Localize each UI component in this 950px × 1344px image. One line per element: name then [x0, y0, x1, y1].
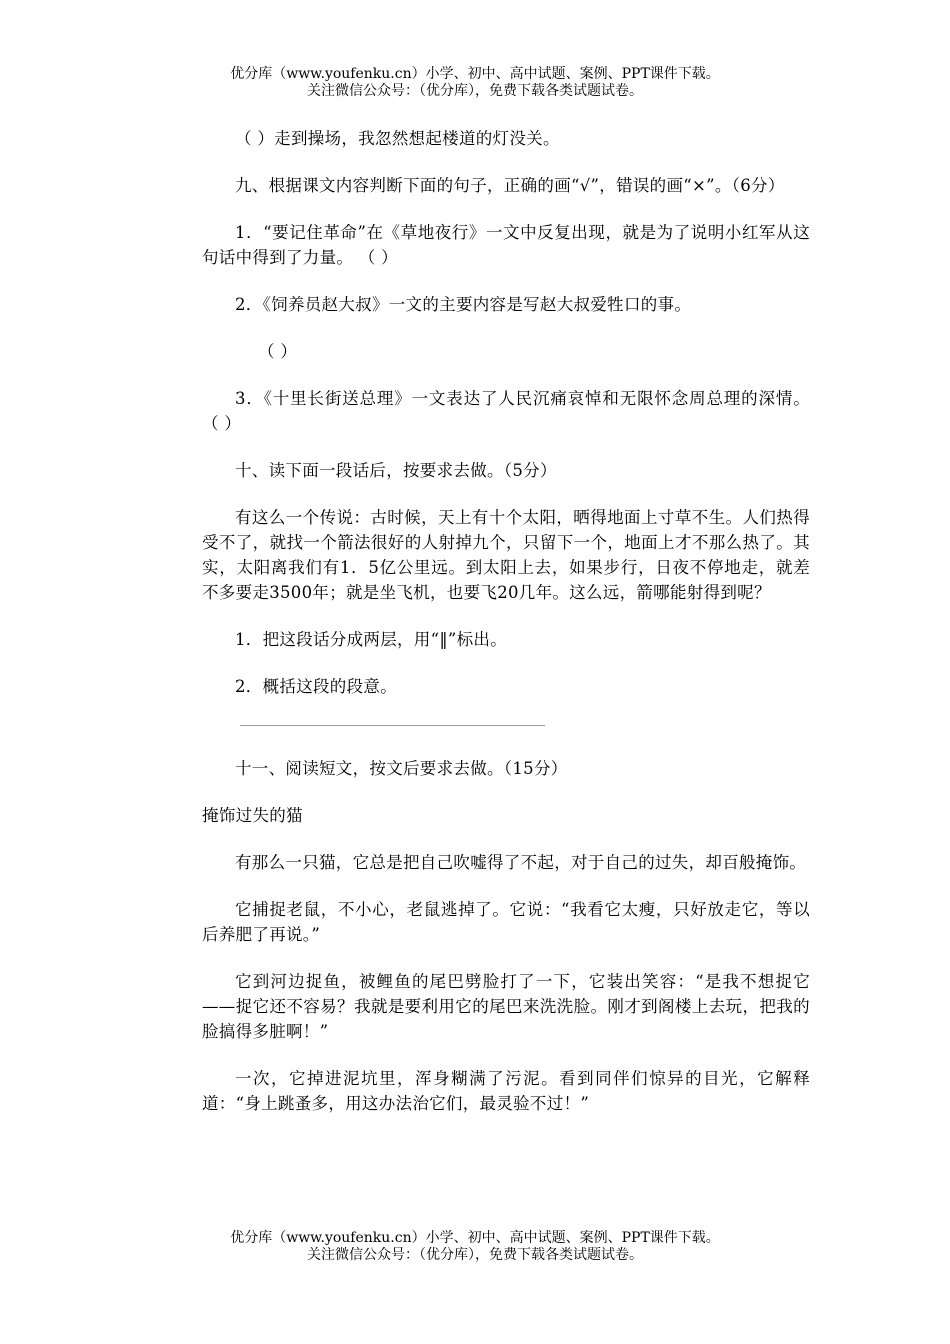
story-paragraph-1: 有那么一只猫，它总是把自己吹嘘得了不起，对于自己的过失，却百般掩饰。: [235, 853, 807, 872]
q9-item-2-answer-paren: （ ）: [258, 342, 298, 361]
q10-heading: 十、读下面一段话后，按要求去做。（5分）: [235, 461, 557, 480]
story-paragraph-2: 它捕捉老鼠，不小心，老鼠逃掉了。它说：“我看它太瘦，只好放走它，等以后养肥了再说。”: [202, 900, 810, 944]
q10-task-1: 1．把这段话分成两层，用“‖”标出。: [235, 630, 508, 649]
story-paragraph-4: 一次，它掉进泥坑里，浑身糊满了污泥。看到同伴们惊异的目光，它解释道：“身上跳蚤多，用这办法治它们，最灵验不过！”: [202, 1069, 810, 1113]
story-paragraph-3: 它到河边捉鱼，被鲤鱼的尾巴劈脸打了一下，它装出笑容：“是我不想捉它——捉它还不容易？我就是要利用它的尾巴来洗洗脸。刚才到阁楼上去玩，把我的脸搞得多脏啊！”: [202, 972, 810, 1041]
footer-line-2: 关注微信公众号：（优分库），免费下载各类试题试卷。: [307, 1247, 643, 1263]
document-body: [202, 126, 810, 1138]
header-line-1: 优分库（www.youfenku.cn）小学、初中、高中试题、案例、PPT课件下载。: [230, 66, 720, 82]
footer-line-1: 优分库（www.youfenku.cn）小学、初中、高中试题、案例、PPT课件下载。: [230, 1230, 720, 1246]
q9-heading: 九、根据课文内容判断下面的句子，正确的画“√”，错误的画“×”。（6分）: [235, 176, 785, 195]
q10-passage: 有这么一个传说：古时候，天上有十个太阳，晒得地面上寸草不生。人们热得受不了，就找一个箭法很好的人射掉九个，只留下一个，地面上才不那么热了。其实，太阳离我们有1．5亿公里远。到太阳上去，如果步行，日夜不停地走，就差不多要走3500年；就是坐飞机，也要飞20几年。这么远，箭哪能射得到呢？: [202, 508, 810, 602]
q9-item-2: 2．《饲养员赵大叔》一文的主要内容是写赵大叔爱牲口的事。: [235, 295, 692, 314]
answer-blank-line[interactable]: [240, 725, 545, 726]
previous-item-line: （ ）走到操场，我忽然想起楼道的灯没关。: [235, 129, 560, 148]
header-line-2: 关注微信公众号：（优分库），免费下载各类试题试卷。: [307, 83, 643, 99]
q11-heading: 十一、阅读短文，按文后要求去做。（15分）: [235, 759, 568, 778]
q10-task-2: 2．概括这段的段意。: [235, 677, 397, 696]
story-title: 掩饰过失的猫: [202, 806, 303, 825]
q9-item-1: 1．“要记住革命”在《草地夜行》一文中反复出现，就是为了说明小红军从这句话中得到了力量。 （ ）: [202, 223, 810, 267]
page-header: [0, 66, 950, 100]
page-footer: [0, 1230, 950, 1264]
q9-item-3: 3．《十里长街送总理》一文表达了人民沉痛哀悼和无限怀念周总理的深情。 （ ）: [202, 389, 810, 433]
